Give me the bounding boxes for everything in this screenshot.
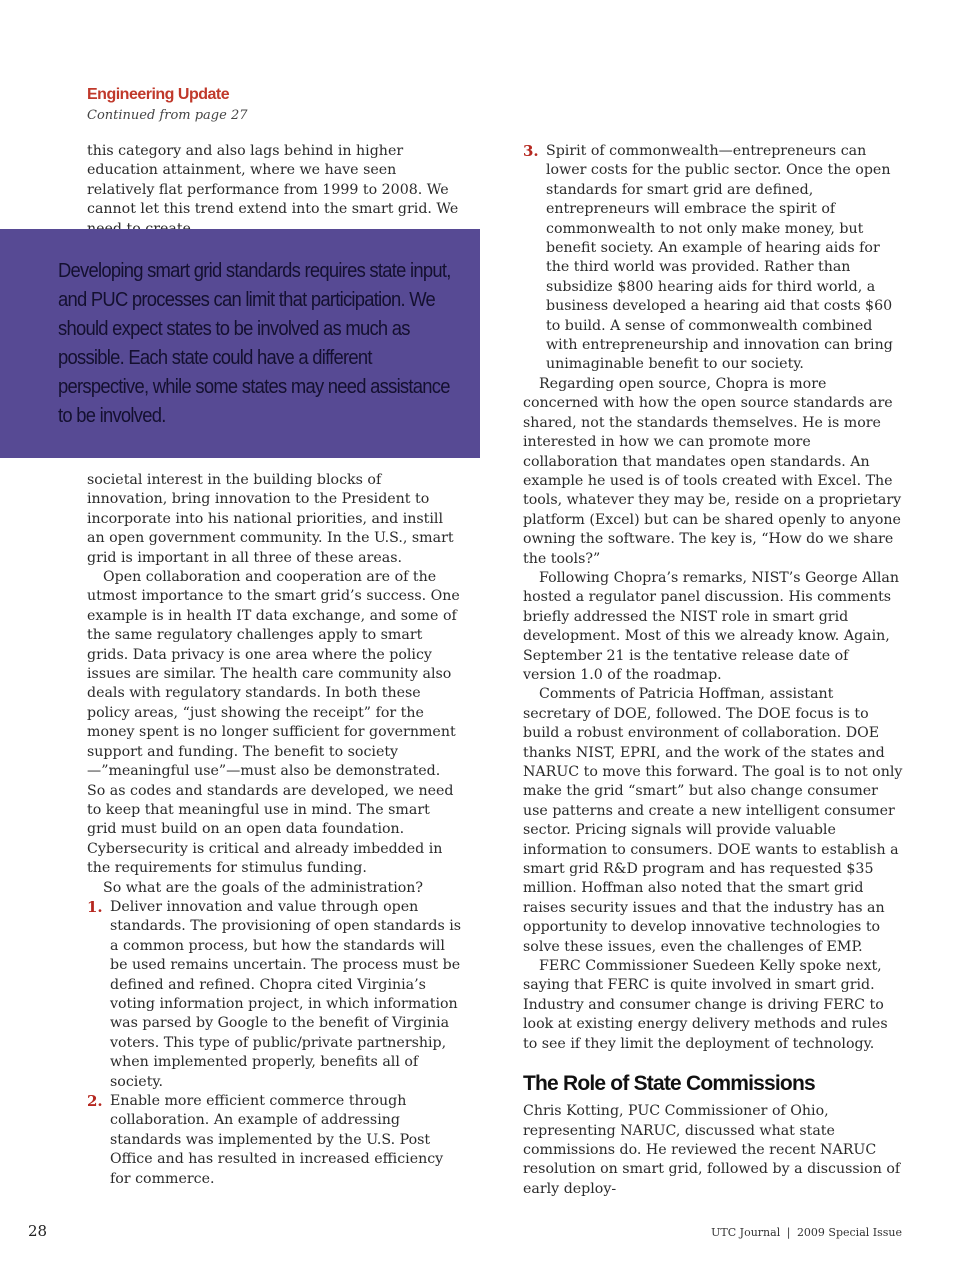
- left-column-bottom: [87, 471, 463, 1189]
- left-column-top: [87, 142, 463, 239]
- journal-name: UTC Journal: [711, 1226, 781, 1239]
- collaboration-paragraph: Open collaboration and cooperation are of the utmost importance to the smart grid’s success. One example is in health IT data exchange, and some of the same regulatory challenges apply to smart grids. Data privacy is one area where the policy issues are similar. The health care community also deals with regulatory standards. In both these policy areas, “just showing the receipt” for the money spent is no longer sufficient for government support and funding. The benefit to society—”meaningful use”—must also be demonstrated. So as codes and standards are developed, we need to keep that meaningful use in mind. The smart grid must build on an open data foundation. Cybersecurity is critical and already imbedded in the requirements for stimulus funding.: [87, 569, 460, 877]
- intro-paragraph: this category and also lags behind in higher education attainment, where we have seen relatively flat performance from 1999 to 2008. We cannot let this trend extend into the smart grid. We: [87, 143, 459, 218]
- subheading: The Role of State Commissions: [523, 1072, 815, 1096]
- list-number: 2.: [87, 1092, 103, 1110]
- footer-separator: |: [786, 1226, 791, 1239]
- pull-quote-box: [0, 229, 480, 458]
- list-item: [87, 1092, 463, 1189]
- list-text: Deliver innovation and value through open standards. The provisioning of open standards is a common process, but how the standards will be used remains uncertain. The process must be defined and refined. Chopra cited Virginia’s voting information project, in which information was parsed by Google to the benefit of Virginia voters. This type of public/private partnership, when implemented properly, benefits all of society.: [110, 898, 462, 1090]
- footer-journal: [711, 1226, 902, 1239]
- nist-paragraph: Following Chopra’s remarks, NIST’s George Allan hosted a regulator panel discussion. His comments briefly addressed the NIST role in smart grid development. Most of this we already know. Again, September 21 is the tentative release date of version 1.0 of the roadmap.: [523, 569, 900, 683]
- goals-paragraph: So what are the goals of the administration?: [103, 879, 424, 896]
- right-column: [523, 142, 903, 1199]
- list-number: 1.: [87, 897, 103, 916]
- continued-note: Continued from page 27: [87, 108, 248, 123]
- list-item: [87, 898, 463, 1092]
- ferc-paragraph: FERC Commissioner Suedeen Kelly spoke next, saying that FERC is quite involved in smart grid. Industry and consumer change is driving FERC to look at existing energy delivery methods and rules to see if they limit the deployment of technology.: [523, 958, 888, 1052]
- list-number: 3.: [523, 142, 539, 160]
- list-text: Enable more efficient commerce through collaboration. An example of addressing standards was implemented by the U.S. Post Office and has resulted in increased efficiency for commerce.: [110, 1093, 444, 1187]
- open-source-paragraph: Regarding open source, Chopra is more concerned with how the open source standards are shared, not the standards themselves. He is more interested in how we can promote more collaboration that mandates open standards. An example he used is of tools created with Excel. The tools, whatever they may be, reside on a proprietary platform (Excel) but can be shared openly to anyone owning the software. The key is, “How do we share the tools?”: [523, 375, 902, 567]
- doe-paragraph: Comments of Patricia Hoffman, assistant secretary of DOE, followed. The DOE focus is to build a robust environment of collaboration. DOE thanks NIST, EPRI, and the work of the states and NARUC to move this forward. The goal is to not only make the grid “smart” but also change consumer use patterns and create a new intelligent consumer sector. Pricing signals will provide valuable information to consumers. DOE wants to establish a smart grid R&D program and has requested $35 million. Hoffman also noted that the smart grid raises security issues and that the industry has an opportunity to develop innovative technologies to solve these issues, even the challenges of EMP.: [523, 686, 903, 955]
- continuation-paragraph: societal interest in the building blocks of innovation, bring innovation to the President to incorporate into his national priorities, and instill an open government community. In the U.S., smart grid is important in all three of these areas.: [87, 472, 454, 566]
- list-item: [523, 142, 903, 375]
- issue-name: 2009 Special Issue: [796, 1226, 902, 1239]
- page-number: 28: [28, 1222, 48, 1240]
- list-text: Spirit of commonwealth—entrepreneurs can lower costs for the public sector. Once the open standards for smart grid are defined, entrepreneurs will embrace the spirit of commonwealth to not only make money, but benefit society. An example of hearing aids for the third world was provided. Rather than subsidize $800 hearing aids for third world, a business developed a hearing aid that costs $60 to build. A sense of commonwealth combined with entrepreneurship and innovation can bring unimaginable benefit to our society.: [546, 143, 893, 373]
- kotting-paragraph: Chris Kotting, PUC Commissioner of Ohio, representing NARUC, discussed what state commissions do. He reviewed the recent NARUC resolution on smart grid, followed by a discussion of early deploy-: [523, 1103, 901, 1197]
- pull-quote-text: Developing smart grid standards requires state input, and PUC processes can limit that participation. We should expect states to be involved as much as possible. Each state could have a different perspective, while some states may need assistance to be involved.: [58, 260, 451, 427]
- section-title: Engineering Update: [87, 86, 230, 103]
